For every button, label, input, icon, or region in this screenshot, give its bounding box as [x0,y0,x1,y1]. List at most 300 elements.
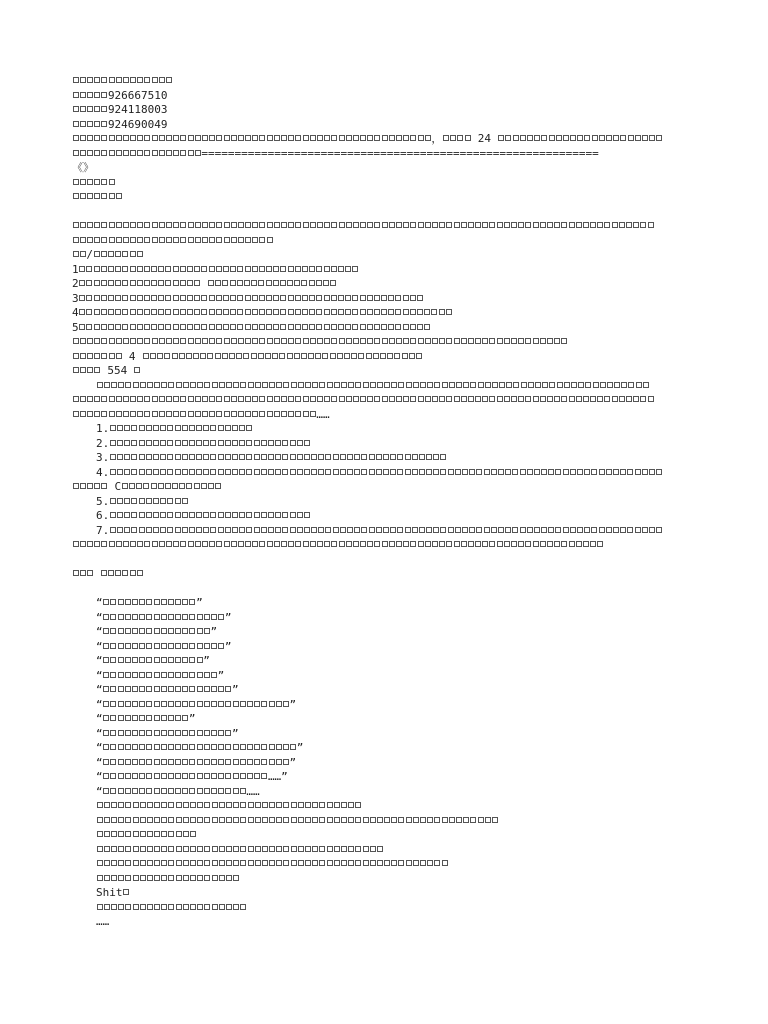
missing-glyph-box [454,396,460,402]
missing-glyph-box [297,454,303,460]
missing-glyph-box [116,135,122,141]
blank-line [72,553,712,568]
missing-glyph-box [189,773,195,779]
missing-glyph-box [139,614,145,620]
missing-glyph-box [489,396,495,402]
missing-glyph-box [528,382,534,388]
missing-glyph-box [154,672,160,678]
missing-glyph-box [261,773,267,779]
missing-glyph-box [216,338,222,344]
missing-glyph-box [161,686,167,692]
missing-glyph-box [485,382,491,388]
missing-glyph-box [204,643,210,649]
missing-glyph-box [327,382,333,388]
missing-glyph-box [240,904,246,910]
missing-glyph-box [173,237,179,243]
missing-glyph-box [245,309,251,315]
missing-glyph-box [125,628,131,634]
missing-glyph-box [87,483,93,489]
missing-glyph-box [144,150,150,156]
missing-glyph-box [339,338,345,344]
missing-glyph-box [462,527,468,533]
missing-glyph-box [168,382,174,388]
missing-glyph-box [469,469,475,475]
missing-glyph-box [310,411,316,417]
missing-glyph-box [319,860,325,866]
missing-glyph-box [80,411,86,417]
missing-glyph-box [261,527,267,533]
text-line [72,74,712,89]
missing-glyph-box [377,846,383,852]
missing-glyph-box [132,715,138,721]
missing-glyph-box [345,309,351,315]
missing-glyph-box [202,541,208,547]
missing-glyph-box [413,382,419,388]
missing-glyph-box [324,324,330,330]
missing-glyph-box [232,440,238,446]
missing-glyph-box [189,686,195,692]
missing-glyph-box [80,541,86,547]
missing-glyph-box [338,309,344,315]
missing-glyph-box [360,295,366,301]
missing-glyph-box [497,338,503,344]
missing-glyph-box [144,324,150,330]
missing-glyph-box [295,222,301,228]
missing-glyph-box [295,541,301,547]
missing-glyph-box [527,527,533,533]
missing-glyph-box [154,831,160,837]
missing-glyph-box [245,237,251,243]
missing-glyph-box [168,657,174,663]
missing-glyph-box [180,135,186,141]
missing-glyph-box [210,512,216,518]
missing-glyph-box [324,222,330,228]
missing-glyph-box [455,527,461,533]
missing-glyph-box [331,396,337,402]
missing-glyph-box [182,599,188,605]
missing-glyph-box [269,817,275,823]
missing-glyph-box [187,295,193,301]
text-line: 7. [72,524,712,539]
missing-glyph-box [218,744,224,750]
missing-glyph-box [101,135,107,141]
missing-glyph-box [101,483,107,489]
missing-glyph-box [319,846,325,852]
missing-glyph-box [456,817,462,823]
missing-glyph-box [211,686,217,692]
missing-glyph-box [109,150,115,156]
missing-glyph-box [176,875,182,881]
missing-glyph-box [370,846,376,852]
missing-glyph-box [118,860,124,866]
missing-glyph-box [254,527,260,533]
missing-glyph-box [179,353,185,359]
missing-glyph-box [491,469,497,475]
missing-glyph-box [130,150,136,156]
missing-glyph-box [585,382,591,388]
missing-glyph-box [397,454,403,460]
missing-glyph-box [190,382,196,388]
missing-glyph-box [189,425,195,431]
missing-glyph-box [154,788,160,794]
missing-glyph-box [110,715,116,721]
missing-glyph-box [310,541,316,547]
missing-glyph-box [183,904,189,910]
missing-glyph-box [118,657,124,663]
missing-glyph-box [175,686,181,692]
missing-glyph-box [110,744,116,750]
missing-glyph-box [240,701,246,707]
missing-glyph-box [325,454,331,460]
missing-glyph-box [324,266,330,272]
text-line [72,538,712,553]
missing-glyph-box [87,237,93,243]
missing-glyph-box [195,150,201,156]
missing-glyph-box [290,512,296,518]
missing-glyph-box [188,338,194,344]
missing-glyph-box [73,367,79,373]
missing-glyph-box [140,382,146,388]
missing-glyph-box [109,135,115,141]
missing-glyph-box [73,193,79,199]
missing-glyph-box [101,295,107,301]
missing-glyph-box [324,309,330,315]
missing-glyph-box [446,309,452,315]
missing-glyph-box [166,222,172,228]
missing-glyph-box [324,135,330,141]
missing-glyph-box [254,759,260,765]
missing-glyph-box [230,266,236,272]
missing-glyph-box [309,266,315,272]
text-line: …… [96,915,110,928]
text-line [72,176,712,191]
missing-glyph-box [212,802,218,808]
missing-glyph-box [331,541,337,547]
missing-glyph-box [87,179,93,185]
missing-glyph-box [122,324,128,330]
missing-glyph-box [86,280,92,286]
missing-glyph-box [340,454,346,460]
missing-glyph-box [333,454,339,460]
missing-glyph-box [80,179,86,185]
missing-glyph-box [189,614,195,620]
missing-glyph-box [590,222,596,228]
missing-glyph-box [101,77,107,83]
missing-glyph-box [258,280,264,286]
missing-glyph-box [182,454,188,460]
missing-glyph-box [109,179,115,185]
missing-glyph-box [161,759,167,765]
missing-glyph-box [267,237,273,243]
missing-glyph-box [183,846,189,852]
missing-glyph-box [129,483,135,489]
missing-glyph-box [147,904,153,910]
missing-glyph-box [360,396,366,402]
missing-glyph-box [475,541,481,547]
missing-glyph-box [202,237,208,243]
missing-glyph-box [190,860,196,866]
missing-glyph-box [425,135,431,141]
missing-glyph-box [218,425,224,431]
missing-glyph-box [161,802,167,808]
missing-glyph-box [133,382,139,388]
missing-glyph-box [613,135,619,141]
missing-glyph-box [334,802,340,808]
missing-glyph-box [410,309,416,315]
missing-glyph-box [219,802,225,808]
missing-glyph-box [139,701,145,707]
missing-glyph-box [505,469,511,475]
missing-glyph-box [303,541,309,547]
blank-line [72,205,712,220]
missing-glyph-box [147,382,153,388]
missing-glyph-box [168,759,174,765]
missing-glyph-box [633,222,639,228]
missing-glyph-box [383,454,389,460]
text-line: ， 24 [72,132,712,147]
missing-glyph-box [211,759,217,765]
missing-glyph-box [175,672,181,678]
missing-glyph-box [175,730,181,736]
missing-glyph-box [384,382,390,388]
missing-glyph-box [395,309,401,315]
missing-glyph-box [303,135,309,141]
missing-glyph-box [154,382,160,388]
missing-glyph-box [557,382,563,388]
missing-glyph-box [204,788,210,794]
missing-glyph-box [154,802,160,808]
missing-glyph-box [540,222,546,228]
missing-glyph-box [295,309,301,315]
missing-glyph-box [352,295,358,301]
missing-glyph-box [266,266,272,272]
missing-glyph-box [265,353,271,359]
missing-glyph-box [231,541,237,547]
missing-glyph-box [448,469,454,475]
missing-glyph-box [209,338,215,344]
missing-glyph-box [294,280,300,286]
missing-glyph-box [130,251,136,257]
missing-glyph-box [167,512,173,518]
missing-glyph-box [143,353,149,359]
missing-glyph-box [341,802,347,808]
missing-glyph-box [381,295,387,301]
missing-glyph-box [125,904,131,910]
missing-glyph-box [360,222,366,228]
missing-glyph-box [175,788,181,794]
missing-glyph-box [274,541,280,547]
missing-glyph-box [291,860,297,866]
missing-glyph-box [337,353,343,359]
missing-glyph-box [139,527,145,533]
text-line: 1 [72,263,712,278]
missing-glyph-box [535,382,541,388]
missing-glyph-box [636,382,642,388]
missing-glyph-box [269,382,275,388]
missing-glyph-box [319,817,325,823]
missing-glyph-box [245,295,251,301]
missing-glyph-box [87,150,93,156]
missing-glyph-box [101,121,107,127]
missing-glyph-box [152,237,158,243]
text-line: 1. [72,422,712,437]
missing-glyph-box [555,469,561,475]
missing-glyph-box [166,135,172,141]
missing-glyph-box [165,483,171,489]
missing-glyph-box [432,338,438,344]
missing-glyph-box [418,541,424,547]
missing-glyph-box [108,295,114,301]
missing-glyph-box [152,135,158,141]
missing-glyph-box [101,266,107,272]
missing-glyph-box [130,135,136,141]
missing-glyph-box [182,469,188,475]
missing-glyph-box [123,889,129,895]
missing-glyph-box [461,396,467,402]
missing-glyph-box [131,527,137,533]
missing-glyph-box [131,454,137,460]
missing-glyph-box [316,280,322,286]
missing-glyph-box [130,570,136,576]
missing-glyph-box [146,686,152,692]
missing-glyph-box [144,338,150,344]
missing-glyph-box [276,817,282,823]
missing-glyph-box [520,469,526,475]
missing-glyph-box [303,411,309,417]
missing-glyph-box [168,686,174,692]
missing-glyph-box [418,135,424,141]
missing-glyph-box [283,860,289,866]
missing-glyph-box [118,817,124,823]
missing-glyph-box [382,541,388,547]
missing-glyph-box [73,483,79,489]
missing-glyph-box [540,541,546,547]
missing-glyph-box [111,831,117,837]
missing-glyph-box [312,802,318,808]
document-body [72,74,712,930]
missing-glyph-box [154,846,160,852]
missing-glyph-box [140,817,146,823]
missing-glyph-box [374,135,380,141]
missing-glyph-box [73,222,79,228]
missing-glyph-box [521,382,527,388]
missing-glyph-box [370,382,376,388]
missing-glyph-box [649,135,655,141]
missing-glyph-box [140,875,146,881]
missing-glyph-box [189,730,195,736]
missing-glyph-box [426,469,432,475]
missing-glyph-box [168,831,174,837]
missing-glyph-box [130,280,136,286]
missing-glyph-box [104,382,110,388]
missing-glyph-box [232,469,238,475]
missing-glyph-box [226,382,232,388]
missing-glyph-box [161,382,167,388]
missing-glyph-box [146,730,152,736]
missing-glyph-box [195,237,201,243]
missing-glyph-box [123,411,129,417]
missing-glyph-box [283,846,289,852]
missing-glyph-box [168,846,174,852]
missing-glyph-box [309,295,315,301]
missing-glyph-box [240,744,246,750]
missing-glyph-box [389,541,395,547]
missing-glyph-box [103,788,109,794]
missing-glyph-box [534,135,540,141]
missing-glyph-box [247,701,253,707]
missing-glyph-box [497,396,503,402]
missing-glyph-box [269,701,275,707]
missing-glyph-box [505,135,511,141]
missing-glyph-box [233,759,239,765]
missing-glyph-box [194,280,200,286]
missing-glyph-box [352,324,358,330]
missing-glyph-box [363,860,369,866]
missing-glyph-box [161,744,167,750]
missing-glyph-box [201,309,207,315]
missing-glyph-box [577,469,583,475]
missing-glyph-box [442,382,448,388]
missing-glyph-box [146,614,152,620]
missing-glyph-box [101,179,107,185]
missing-glyph-box [398,817,404,823]
missing-glyph-box [244,280,250,286]
missing-glyph-box [236,353,242,359]
missing-glyph-box [87,411,93,417]
missing-glyph-box [309,324,315,330]
text-line: “ ” [96,610,232,624]
missing-glyph-box [216,295,222,301]
missing-glyph-box [218,730,224,736]
missing-glyph-box [304,440,310,446]
missing-glyph-box [190,817,196,823]
missing-glyph-box [197,744,203,750]
missing-glyph-box [282,512,288,518]
text-line [72,814,712,829]
missing-glyph-box [283,701,289,707]
text-line: / [72,248,712,263]
missing-glyph-box [311,469,317,475]
missing-glyph-box [203,527,209,533]
missing-glyph-box [402,353,408,359]
missing-glyph-box [146,672,152,678]
missing-glyph-box [101,280,107,286]
missing-glyph-box [97,817,103,823]
missing-glyph-box [118,773,124,779]
missing-glyph-box [305,382,311,388]
missing-glyph-box [143,483,149,489]
missing-glyph-box [218,643,224,649]
missing-glyph-box [196,469,202,475]
missing-glyph-box [288,266,294,272]
missing-glyph-box [273,309,279,315]
missing-glyph-box [548,527,554,533]
missing-glyph-box [151,266,157,272]
missing-glyph-box [355,860,361,866]
missing-glyph-box [316,324,322,330]
missing-glyph-box [262,802,268,808]
missing-glyph-box [161,730,167,736]
missing-glyph-box [197,788,203,794]
missing-glyph-box [267,338,273,344]
missing-glyph-box [137,266,143,272]
missing-glyph-box [491,527,497,533]
missing-glyph-box [358,353,364,359]
missing-glyph-box [291,846,297,852]
missing-glyph-box [291,382,297,388]
missing-glyph-box [533,541,539,547]
missing-glyph-box [137,541,143,547]
